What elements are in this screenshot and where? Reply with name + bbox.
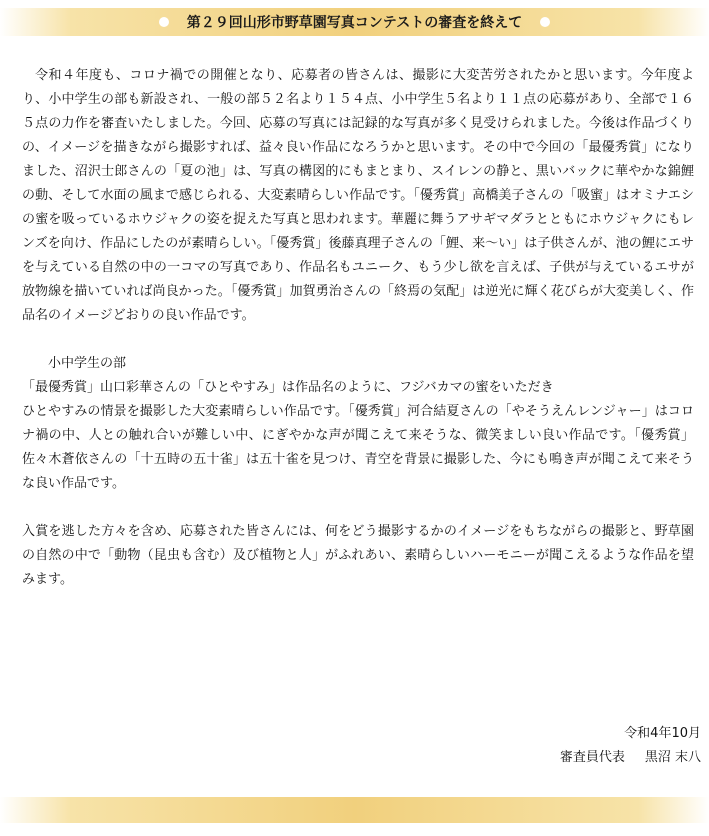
- left-bullet-icon: [159, 17, 169, 27]
- closing-date: 令和4年10月: [624, 726, 701, 741]
- page-title: 第２９回山形市野草園写真コンテストの審査を終えて: [186, 15, 523, 31]
- general-review-paragraph: 令和４年度も、コロナ禍での開催となり、応募者の皆さんは、撮影に大変苦労されたかと思います。今年度より、小中学生の部も新設され、一般の部５２名より１５４点、小中学生５名より１１点の応募があり、全部で１６５点の力作を審査いたしました。今回、応募の写真には記録的な写真が多く見受けられました。今後は作品づくりの、イメージを描きながら撮影すれば、益々良い作品になろうかと思います。その中で今回の「最優秀賞」になりました、沼沢士郎さんの「夏の池」は、写真の構図的にもまとまり、スイレンの静と、黒いバックに華やかな錦鯉の動、そして水面の風まで感じられる、大変素晴らしい作品です。「優秀賞」高橋美子さんの「吸蜜」はオミナエシの蜜を吸っているホウジャクの姿を捉えた写真と思われます。華麗に舞うアサギマダラとともにホウジャクにもレンズを向け、作品にしたのが素晴らしい。「優秀賞」後藤真理子さんの「鯉、来〜い」は子供さんが、池の鯉にエサを与えている自然の中の一コマの写真であり、作品名もユニーク、もう少し欲を言えば、子供が与えているエサが放物線を描いていれば尚良かった。「優秀賞」加賀勇治さんの「終焉の気配」は逆光に輝く花びらが大変美しく、作品名のイメージどおりの良い作品です。: [22, 68, 694, 323]
- signature-line: [560, 746, 701, 770]
- footer-banner: [0, 797, 709, 823]
- students-review-text: ひとやすみの情景を撮影した大変素晴らしい作品です。「優秀賞」河合結夏さんの「やそうえんレンジャー」はコロナ禍の中、人との触れ合いが難しい中、にぎやかな声が聞こえて来そうな、微笑ましい良い作品です。「優秀賞」佐々木蒼依さんの「十五時の五十雀」は五十雀を見つけ、青空を背景に撮影した、今にも鳴き声が聞こえて来そうな良い作品です。: [22, 404, 694, 491]
- judge-role: 審査員代表: [559, 750, 625, 765]
- section-heading-students: 小中学生の部: [48, 356, 127, 371]
- judge-name: 黒沼 末八: [644, 750, 701, 765]
- right-bullet-icon: [540, 17, 550, 27]
- closing-message-paragraph: 入賞を逃した方々を含め、応募された皆さんには、何をどう撮影するかのイメージをもちながらの撮影と、野草園の自然の中で「動物（昆虫も含む）及び植物と人」がふれあい、素晴らしいハーモニーが聞こえるような作品を望みます。: [22, 524, 694, 587]
- students-review-paragraph: [22, 376, 694, 496]
- article-body: [22, 64, 694, 592]
- closing-block: [560, 722, 701, 770]
- title-banner: [0, 8, 709, 36]
- students-review-first-line: 「最優秀賞」山口彩華さんの「ひとやすみ」は作品名のように、フジバカマの蜜をいただき: [22, 380, 554, 395]
